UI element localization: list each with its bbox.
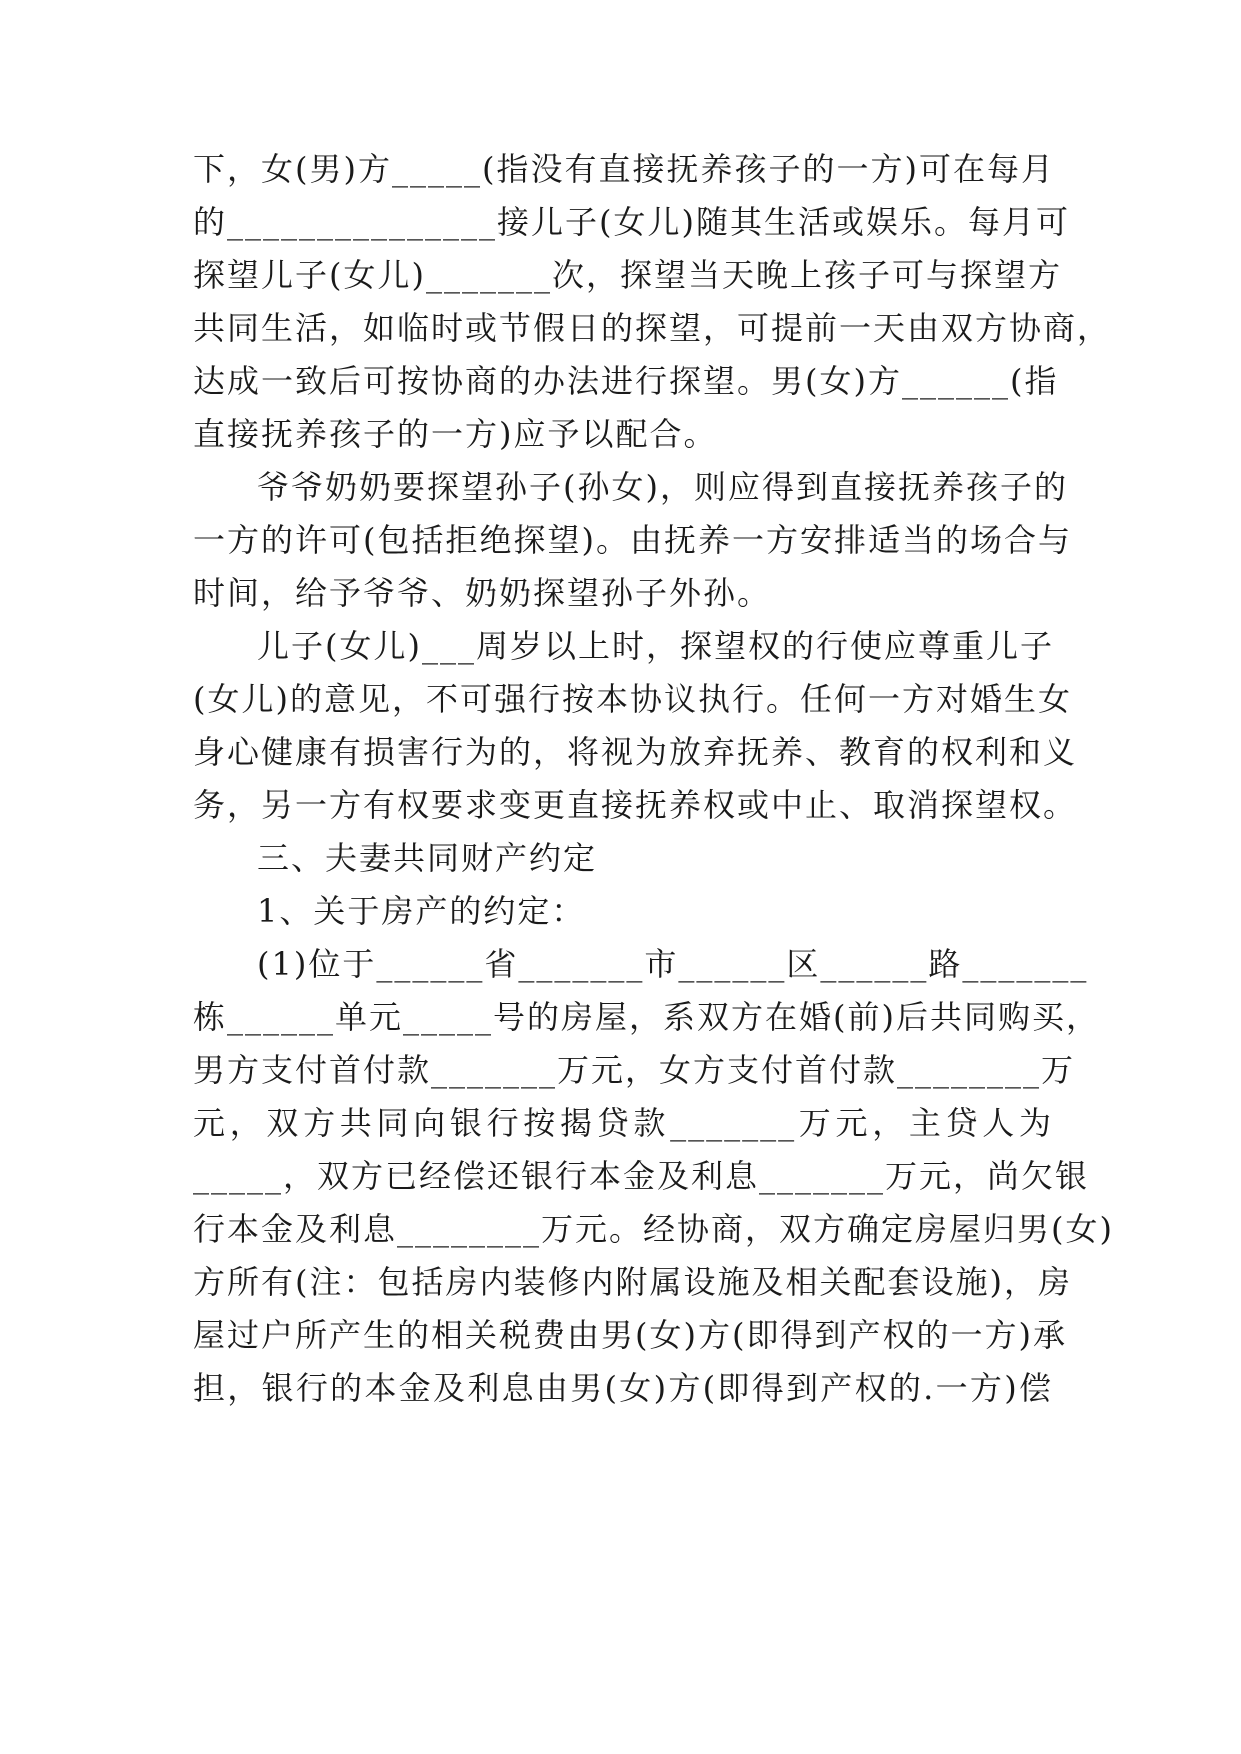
text-line: 行本金及利息________万元。经协商，双方确定房屋归男(女) <box>193 1210 1114 1248</box>
text-line: 男方支付首付款_______万元，女方支付首付款________万 <box>193 1051 1076 1089</box>
text-line: 直接抚养孩子的一方)应予以配合。 <box>193 415 718 453</box>
text-line: 一方的许可(包括拒绝探望)。由抚养一方安排适当的场合与 <box>193 521 1072 559</box>
text-line: 方所有(注：包括房内装修内附属设施及相关配套设施)，房 <box>193 1263 1072 1301</box>
text-line: 担，银行的本金及利息由男(女)方(即得到产权的.一方)偿 <box>193 1369 1053 1407</box>
paragraph-start: 儿子(女儿)___周岁以上时，探望权的行使应尊重儿子 <box>257 627 1054 665</box>
paragraph-start: 爷爷奶奶要探望孙子(孙女)，则应得到直接抚养孩子的 <box>257 468 1068 506</box>
text-line: 屋过户所产生的相关税费由男(女)方(即得到产权的一方)承 <box>193 1316 1067 1354</box>
text-line: _____，双方已经偿还银行本金及利息_______万元，尚欠银 <box>193 1157 1090 1195</box>
text-line: 探望儿子(女儿)_______次，探望当天晚上孩子可与探望方 <box>193 256 1062 294</box>
text-line: (女儿)的意见，不可强行按本协议执行。任何一方对婚生女 <box>193 680 1072 718</box>
text-line: 的_______________接儿子(女儿)随其生活或娱乐。每月可 <box>193 203 1070 241</box>
text-line: 下，女(男)方_____(指没有直接抚养孩子的一方)可在每月 <box>193 150 1055 188</box>
paragraph-start: (1)位于______省_______市______区______路_______ <box>257 945 1089 983</box>
subsection-heading: 1、关于房产的约定： <box>257 892 586 930</box>
text-line: 共同生活，如临时或节假日的探望，可提前一天由双方协商， <box>193 309 1112 347</box>
section-heading: 三、夫妻共同财产约定 <box>257 839 598 877</box>
text-line: 达成一致后可按协商的办法进行探望。男(女)方______(指 <box>193 362 1059 400</box>
text-line: 栋______单元_____号的房屋，系双方在婚(前)后共同购买， <box>193 998 1100 1036</box>
text-line: 身心健康有损害行为的，将视为放弃抚养、教育的权利和义 <box>193 733 1078 771</box>
text-line: 时间，给予爷爷、奶奶探望孙子外孙。 <box>193 574 772 612</box>
text-line: 务，另一方有权要求变更直接抚养权或中止、取消探望权。 <box>193 786 1078 824</box>
text-line: 元，双方共同向银行按揭贷款_______万元，主贷人为 <box>193 1104 1053 1142</box>
